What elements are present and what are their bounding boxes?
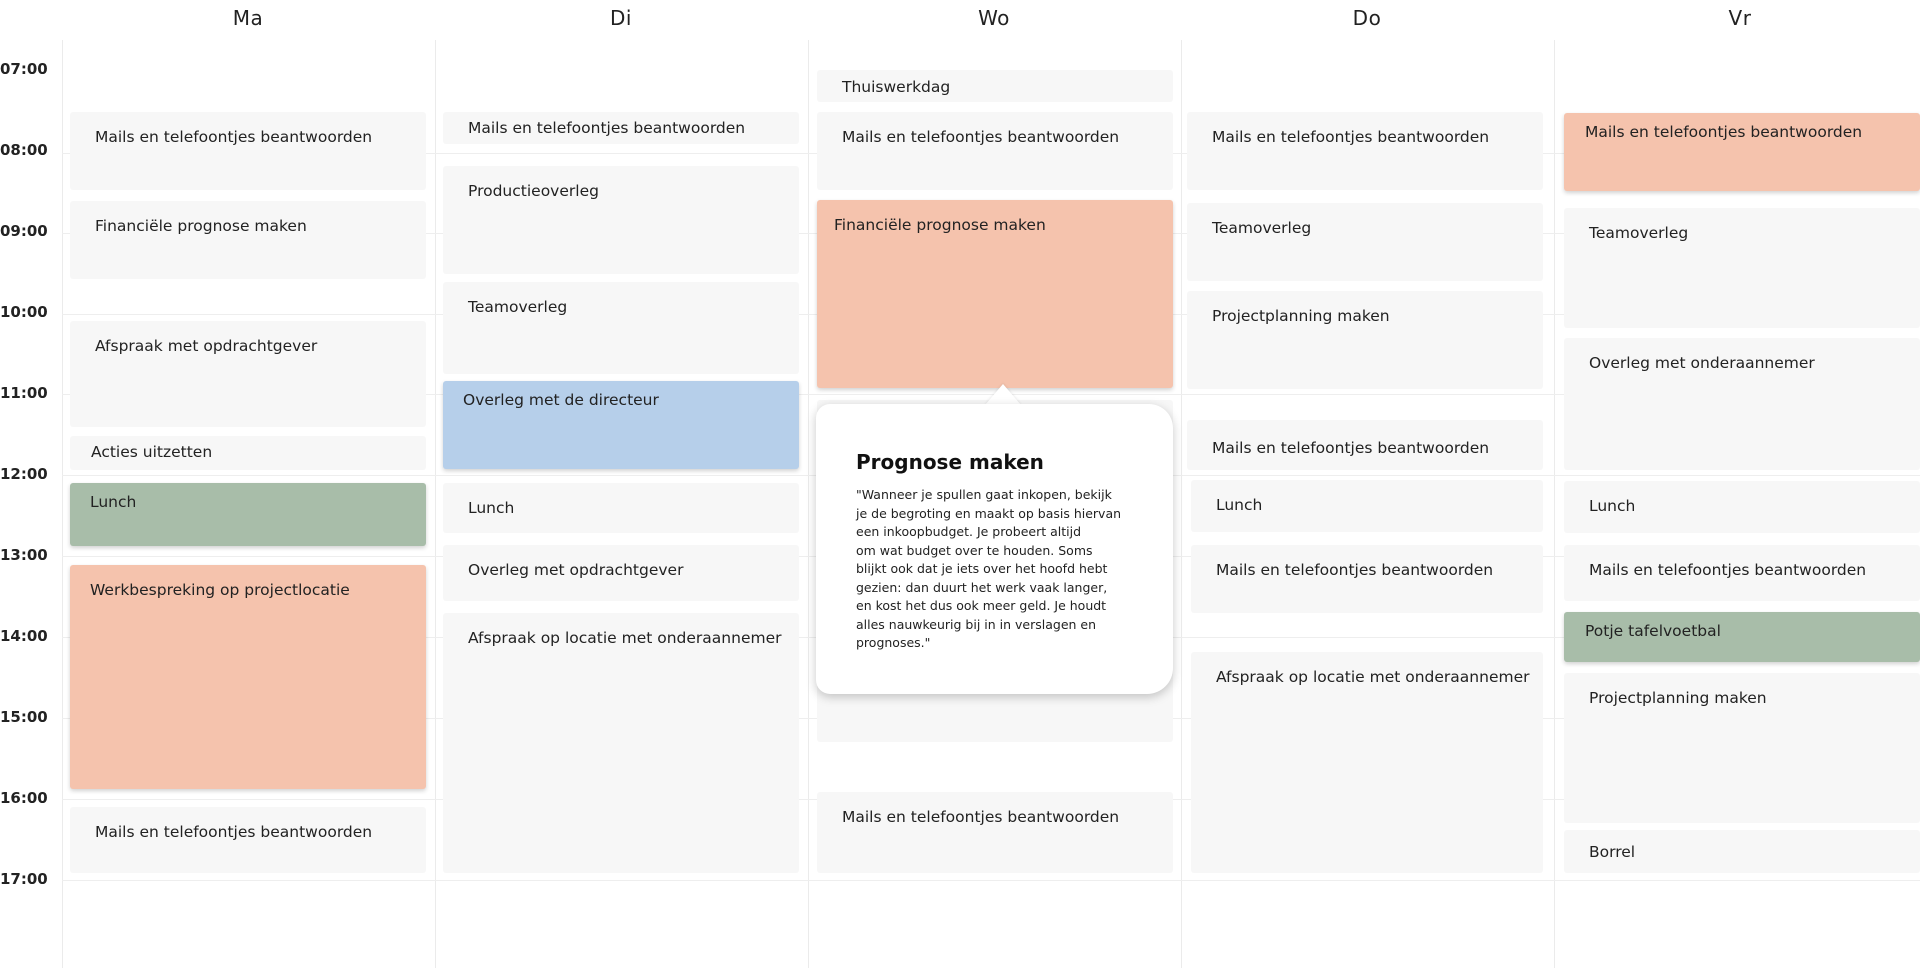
day-header-wo: Wo (978, 6, 1010, 30)
column-divider (1181, 40, 1182, 968)
event-di-overleg-opdrachtgever[interactable]: Overleg met opdrachtgever (443, 545, 799, 601)
column-divider (808, 40, 809, 968)
event-wo-financiele-prognose[interactable]: Financiële prognose maken (817, 200, 1173, 388)
popover-description: "Wanneer je spullen gaat inkopen, bekijk je de begroting en maakt op basis hiervan een inkoopbudget. Je probeert altijd om wat budget over te houden. Soms blijkt ook dat je iets over het hoofd hebt gezien: dan duurt het werk vaak langer, en kost het dus ook meer geld. Je houdt alles nauwkeurig bij in in verslagen en prognoses." (856, 487, 1122, 650)
event-ma-financiele-prognose[interactable]: Financiële prognose maken (70, 201, 426, 279)
event-vr-tafelvoetbal[interactable]: Potje tafelvoetbal (1564, 612, 1920, 662)
event-di-productieoverleg[interactable]: Productieoverleg (443, 166, 799, 274)
event-ma-mails-1[interactable]: Mails en telefoontjes beantwoorden (70, 112, 426, 190)
event-di-mails[interactable]: Mails en telefoontjes beantwoorden (443, 112, 799, 144)
time-label: 14:00 (0, 627, 48, 645)
day-header-do: Do (1352, 6, 1382, 30)
column-divider (1554, 40, 1555, 968)
time-label: 10:00 (0, 303, 48, 321)
event-do-projectplanning[interactable]: Projectplanning maken (1187, 291, 1543, 389)
event-vr-borrel[interactable]: Borrel (1564, 830, 1920, 873)
event-do-mails-2[interactable]: Mails en telefoontjes beantwoorden (1187, 420, 1543, 470)
column-divider (435, 40, 436, 968)
event-vr-overleg-onderaannemer[interactable]: Overleg met onderaannemer (1564, 338, 1920, 470)
event-wo-mails-2[interactable]: Mails en telefoontjes beantwoorden (817, 792, 1173, 873)
event-wo-thuiswerkdag[interactable]: Thuiswerkdag (817, 70, 1173, 102)
event-di-lunch[interactable]: Lunch (443, 483, 799, 533)
time-label: 09:00 (0, 222, 48, 240)
event-di-overleg-directeur[interactable]: Overleg met de directeur (443, 381, 799, 469)
event-ma-lunch[interactable]: Lunch (70, 483, 426, 546)
time-label: 08:00 (0, 141, 48, 159)
event-do-afspraak-onderaannemer[interactable]: Afspraak op locatie met onderaannemer (1191, 652, 1543, 873)
event-ma-afspraak-opdrachtgever[interactable]: Afspraak met opdrachtgever (70, 321, 426, 427)
event-di-teamoverleg[interactable]: Teamoverleg (443, 282, 799, 374)
hour-line (62, 880, 1920, 881)
event-do-mails-3[interactable]: Mails en telefoontjes beantwoorden (1191, 545, 1543, 613)
event-vr-mails[interactable]: Mails en telefoontjes beantwoorden (1564, 113, 1920, 191)
event-wo-mails-1[interactable]: Mails en telefoontjes beantwoorden (817, 112, 1173, 190)
event-do-mails-1[interactable]: Mails en telefoontjes beantwoorden (1187, 112, 1543, 190)
event-do-teamoverleg[interactable]: Teamoverleg (1187, 203, 1543, 281)
event-do-lunch[interactable]: Lunch (1191, 480, 1543, 532)
popover-title: Prognose maken (856, 450, 1044, 474)
event-vr-mails-2[interactable]: Mails en telefoontjes beantwoorden (1564, 545, 1920, 601)
event-di-afspraak-onderaannemer[interactable]: Afspraak op locatie met onderaannemer (443, 613, 799, 873)
time-label: 13:00 (0, 546, 48, 564)
event-ma-acties-uitzetten[interactable]: Acties uitzetten (70, 436, 426, 470)
event-vr-teamoverleg[interactable]: Teamoverleg (1564, 208, 1920, 328)
time-label: 07:00 (0, 60, 48, 78)
event-vr-projectplanning[interactable]: Projectplanning maken (1564, 673, 1920, 823)
time-label: 12:00 (0, 465, 48, 483)
popover-arrow (985, 384, 1021, 405)
time-label: 16:00 (0, 789, 48, 807)
event-ma-mails-2[interactable]: Mails en telefoontjes beantwoorden (70, 807, 426, 873)
time-label: 11:00 (0, 384, 48, 402)
time-label: 15:00 (0, 708, 48, 726)
event-vr-lunch[interactable]: Lunch (1564, 481, 1920, 533)
event-ma-werkbespreking[interactable]: Werkbespreking op projectlocatie (70, 565, 426, 789)
day-header-di: Di (610, 6, 632, 30)
day-header-ma: Ma (232, 6, 264, 30)
event-detail-popover (816, 404, 1173, 694)
time-label: 17:00 (0, 870, 48, 888)
day-header-vr: Vr (1728, 6, 1752, 30)
column-divider (62, 40, 63, 968)
